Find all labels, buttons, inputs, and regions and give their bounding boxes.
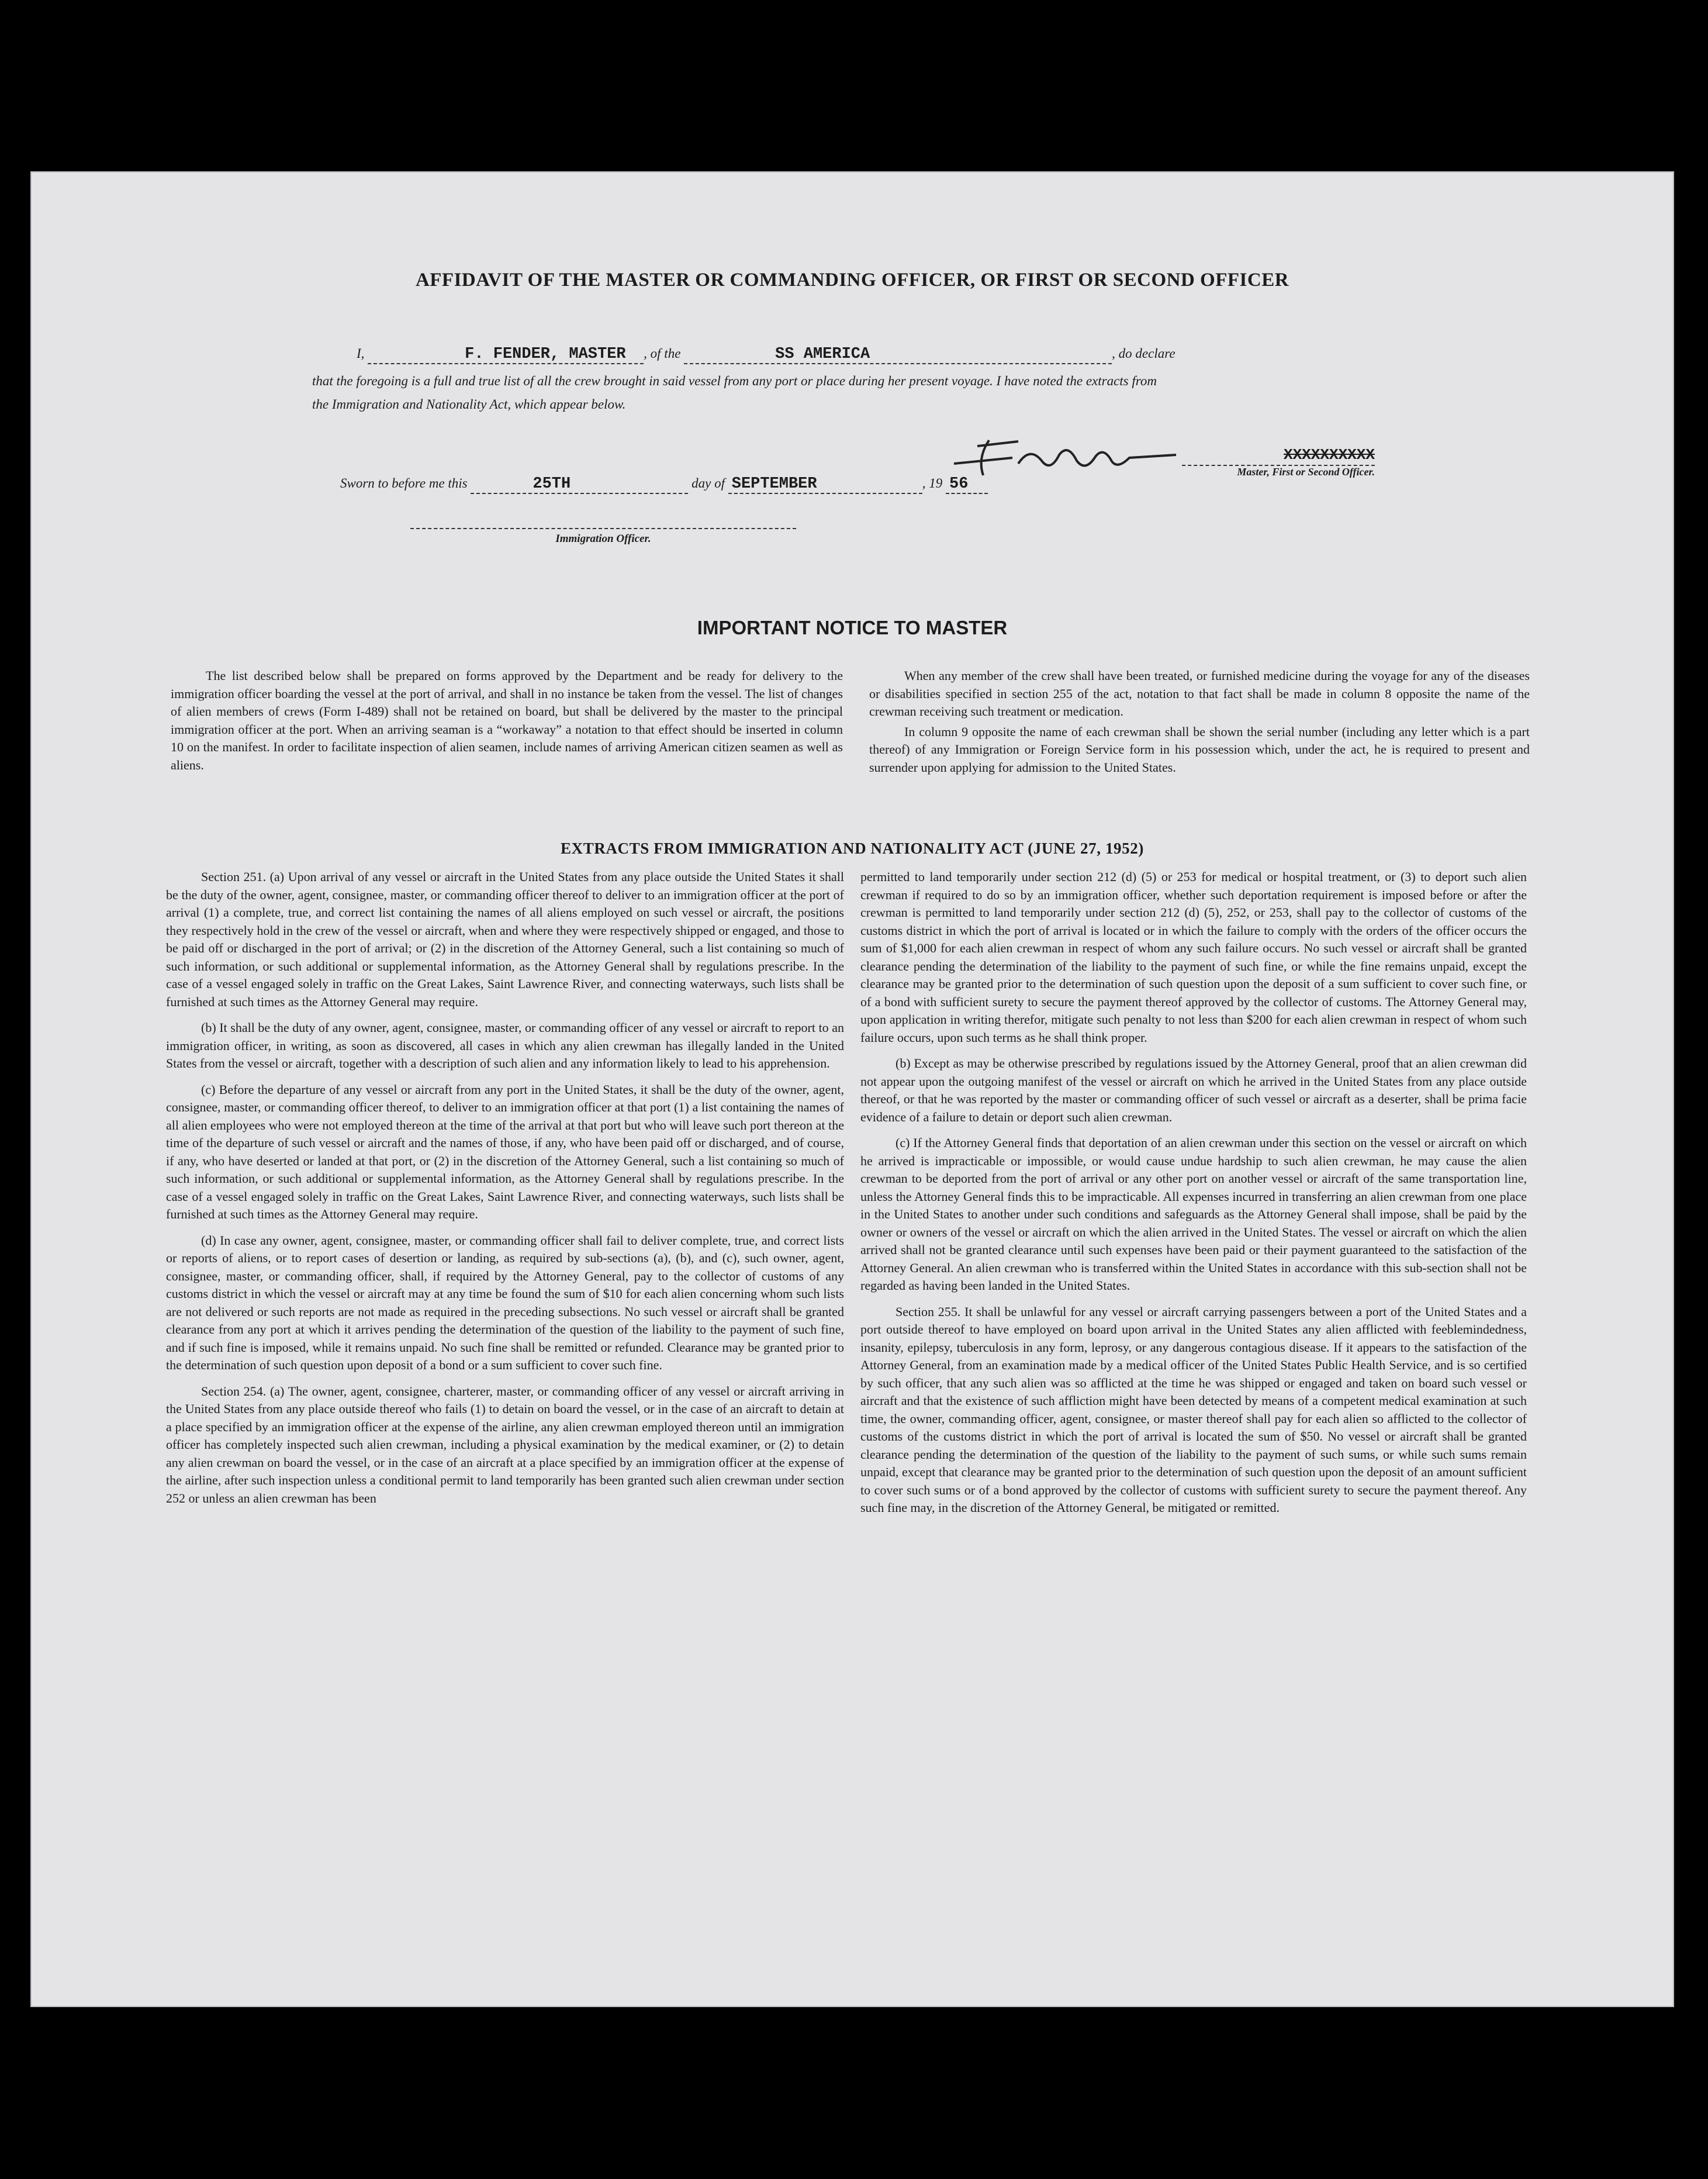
- extract-paragraph: (c) Before the departure of any vessel or aircraft from any port in the United States, it shall be the duty of the owner, agent, consignee, master, or commanding officer thereof, to deliver to an immigration officer at that port (1) a list containing the names of all alien employees who were not employed thereon at the time of the arrival at that port but who will leave such port thereon at the time of the departure of such vessel or aircraft and the names of those, if any, who have been paid off or discharged, and of course, if any, who have deserted or landed at that port, or (2) in the discretion of the Attorney General, such a list containing so much of such information, or such additional or supplemental information, as the Attorney General shall by regulations prescribe. In the case of a vessel engaged solely in traffic on the Great Lakes, Saint Lawrence River, and connecting waterways, such lists shall be furnished at such times as the Attorney General may require.: [166, 1082, 844, 1221]
- declaration-text-1: that the foregoing is a full and true list of all the crew brought in said vessel from any port or place during her present voyage. I have noted the extracts from: [312, 374, 1157, 388]
- extracts-right-column: [860, 868, 1527, 1525]
- affidavit-title: AFFIDAVIT OF THE MASTER OR COMMANDING OFFICER, OR FIRST OR SECOND OFFICER: [415, 270, 1289, 291]
- of-the-label: , of the: [644, 346, 681, 361]
- declaration-text-2: the Immigration and Nationality Act, which appear below.: [312, 397, 626, 412]
- notice-paragraph: The list described below shall be prepared on forms approved by the Department and be ready for delivery to the immigration officer boarding the vessel at the port of arrival, and shall in no instance be taken from the vessel. The list of changes of alien members of crews (Form I-489) shall not be retained on board, but shall be delivered by the master to the principal immigration officer at the port. When an arriving seaman is a “workaway” a notation to that effect should be inserted in column 10 on the manifest. In order to facilitate inspection of alien seamen, include names of arriving American citizen seamen as well as aliens.: [171, 668, 843, 772]
- sworn-month-field: [728, 475, 922, 494]
- declaration-line: [357, 346, 1175, 364]
- immigration-officer-label: Immigration Officer.: [555, 533, 651, 545]
- document-page: [30, 171, 1674, 2007]
- day-of-label: day of: [692, 476, 725, 491]
- master-signature: [942, 429, 1188, 481]
- extracts-title: EXTRACTS FROM IMMIGRATION AND NATIONALITY ACT (JUNE 27, 1952): [561, 840, 1144, 857]
- vessel-name-value: SS AMERICA: [775, 346, 870, 363]
- notice-paragraph: In column 9 opposite the name of each crewman shall be shown the serial number (including any letter which is a part thereof) of any Immigration or Foreign Service form in his possession which, under the act, he is required to present and surrender upon applying for admission to the United States.: [869, 724, 1530, 775]
- sworn-year-field: [946, 475, 988, 494]
- sworn-day-field: [471, 475, 688, 494]
- master-title-label: Master, First or Second Officer.: [1237, 466, 1375, 478]
- i-label: I,: [357, 346, 365, 361]
- immigration-officer-block: [410, 528, 796, 545]
- master-title-strike: XXXXXXXXXX: [1283, 446, 1375, 464]
- notice-left-column: [171, 667, 843, 782]
- sworn-line: [340, 475, 988, 494]
- notice-paragraph: When any member of the crew shall have been treated, or furnished medicine during the voyage for any of the diseases or disabilities specified in section 255 of the act, notation to that fact shall be made in column 8 opposite the name of the crewman receiving such treatment or medication.: [869, 668, 1530, 719]
- year-prefix: , 19: [922, 476, 943, 491]
- master-name-field: [368, 346, 644, 364]
- extract-paragraph: Section 251. (a) Upon arrival of any vessel or aircraft in the United States from any place outside the United States it shall be the duty of the owner, agent, consignee, master, or commanding officer thereof to deliver to an immigration officer at the port of arrival (1) a complete, true, and correct list containing the names of all aliens employed on such vessel or aircraft, the positions they respectively hold in the crew of the vessel or aircraft, when and where they were respectively shipped or engaged, and those to be paid off or discharged in the port of arrival; or (2) in the discretion of the Attorney General, such a list containing so much of such information, or such additional or supplemental information, as the Attorney General shall by regulations prescribe. In the case of a vessel engaged solely in traffic on the Great Lakes, Saint Lawrence River, and connecting waterways, such lists shall be furnished at such times as the Attorney General may require.: [166, 869, 844, 1009]
- notice-title: IMPORTANT NOTICE TO MASTER: [697, 617, 1008, 638]
- sworn-month-value: SEPTEMBER: [731, 475, 817, 493]
- sworn-year-value: 56: [949, 475, 969, 493]
- master-name-value: F. FENDER, MASTER: [465, 346, 626, 363]
- sworn-day-value: 25TH: [533, 475, 571, 493]
- extract-paragraph: (c) If the Attorney General finds that deportation of an alien crewman under this section on the vessel or aircraft on which he arrived is impracticable or impossible, or would cause undue hardship to such alien crewman, he may cause the alien crewman to be deported from the port of arrival or any other port on another vessel or aircraft of the same transportation line, unless the Attorney General finds this to be impracticable. All expenses incurred in transferring an alien crewman from one place in the United States to another under such conditions and safeguards as the Attorney General shall impose, shall be paid by the owner or owners of the vessel or aircraft on which the alien arrived in the United States. The vessel or aircraft on which the alien arrived shall not be granted clearance until such expenses have been paid or their payment guaranteed to the satisfaction of the Attorney General. An alien crewman who is transferred within the United States in accordance with this sub-section shall not be regarded as having been landed in the United States.: [860, 1135, 1527, 1293]
- notice-right-column: [869, 667, 1530, 785]
- extract-paragraph: (b) It shall be the duty of any owner, agent, consignee, master, or commanding officer of any vessel or aircraft to report to an immigration officer, in writing, as soon as discovered, all cases in which any alien crewman has illegally landed in the United States from the vessel or aircraft, together with a description of such alien and any information likely to lead to his apprehension.: [166, 1020, 844, 1070]
- extract-paragraph: Section 254. (a) The owner, agent, consignee, charterer, master, or commanding officer of any vessel or aircraft arriving in the United States from any place outside thereof who fails (1) to detain on board the vessel, or in the case of an aircraft to detain at a place specified by an immigration officer at the expense of the airline, any alien crewman employed thereon until an immigration officer has completely inspected such alien crewman, including a physical examination by the medical examiner, or (2) to detain any alien crewman on board the vessel, or in the case of an aircraft at a place specified by an immigration officer at the expense of the airline, after such inspection unless a conditional permit to land temporarily has been granted such alien crewman under section 252 or unless an alien crewman has been: [166, 1383, 844, 1505]
- extract-paragraph: Section 255. It shall be unlawful for any vessel or aircraft carrying passengers between a port of the United States and a port outside thereof to have employed on board upon arrival in the United States any alien afflicted with feeblemindedness, insanity, epilepsy, tuberculosis in any form, leprosy, or any dangerous contagious disease. If it appears to the satisfaction of the Attorney General, from an examination made by a medical officer of the United States Public Health Service, and is so certified by such officer, that any such alien was so afflicted at the time he was shipped or engaged and taken on board such vessel or aircraft and that the existence of such affliction might have been detected by means of a competent medical examination at such time, the owner, commanding officer, agent, consignee, or master thereof shall pay for each alien so afflicted to the collector of customs of the customs district in which the port of arrival is located the sum of $50. No vessel or aircraft shall be granted clearance pending the determination of the question of the liability to the payment of such sums, or while such sums remain unpaid, except that clearance may be granted prior to the determination of such question upon the deposit of an amount sufficient to cover such sums or of a bond approved by the collector of customs with sufficient surety to secure the payment thereof. Any such fine may, in the discretion of the Attorney General, be mitigated or remitted.: [860, 1304, 1527, 1515]
- extracts-left-column: [166, 868, 844, 1515]
- vessel-name-field: [684, 346, 1112, 364]
- immigration-officer-signature-line: [410, 528, 796, 529]
- extract-paragraph: (b) Except as may be otherwise prescribed by regulations issued by the Attorney General, proof that an alien crewman did not appear upon the outgoing manifest of the vessel or aircraft on which he arrived in the United States from any place outside thereof, or that he was reported by the master or commanding officer of such vessel or aircraft as a deserter, shall be prima facie evidence of a failure to detain or deport such alien crewman.: [860, 1056, 1527, 1124]
- do-declare-label: , do declare: [1112, 346, 1175, 361]
- sworn-label: Sworn to before me this: [340, 476, 468, 491]
- extract-paragraph: (d) In case any owner, agent, consignee, master, or commanding officer shall fail to deliver complete, true, and correct lists or reports of aliens, or to report cases of desertion or landing, as required by sub-sections (a), (b), and (c), such owner, agent, consignee, master, or commanding officer, shall, if required by the Attorney General, pay to the collector of customs of any customs district in which the vessel or aircraft may at any time be found the sum of $10 for each alien concerning whom such lists are not delivered or such reports are not made as required in the preceding subsections. No such vessel or aircraft shall be granted clearance from any port at which it arrives pending the determination of the question of the liability to the payment of such fine, and if such fine is imposed, while it remains unpaid. No such fine shall be remitted or refunded. Clearance may be granted prior to the determination of such question upon deposit of a bond or a sum sufficient to cover such fine.: [166, 1232, 844, 1372]
- master-title-block: [1182, 446, 1375, 478]
- extract-paragraph: permitted to land temporarily under section 212 (d) (5) or 253 for medical or hospital treatment, or (3) to deport such alien crewman if required to do so by an immigration officer, whether such deportation requirement is imposed before or after the crewman is permitted to land temporarily under section 212 (d) (5), 252, or 253, shall pay to the collector of customs of the customs district in which the port of arrival is located or in which the failure to comply with the orders of the officer occurs the sum of $1,000 for each alien crewman in respect of whom any such failure occurs. No such vessel or aircraft shall be granted clearance pending the determination of the liability to the payment of such fine, or while the fine remains unpaid, except the clearance may be granted prior to the determination of such question upon the deposit of a sum sufficient to cover such fine, or of a bond with sufficient surety to secure the payment thereof approved by the collector of customs. The Attorney General may, upon application in writing therefor, mitigate such penalty to not less than $200 for each alien crewman in respect of whom such failure occurs, upon such terms as he shall think proper.: [860, 869, 1527, 1045]
